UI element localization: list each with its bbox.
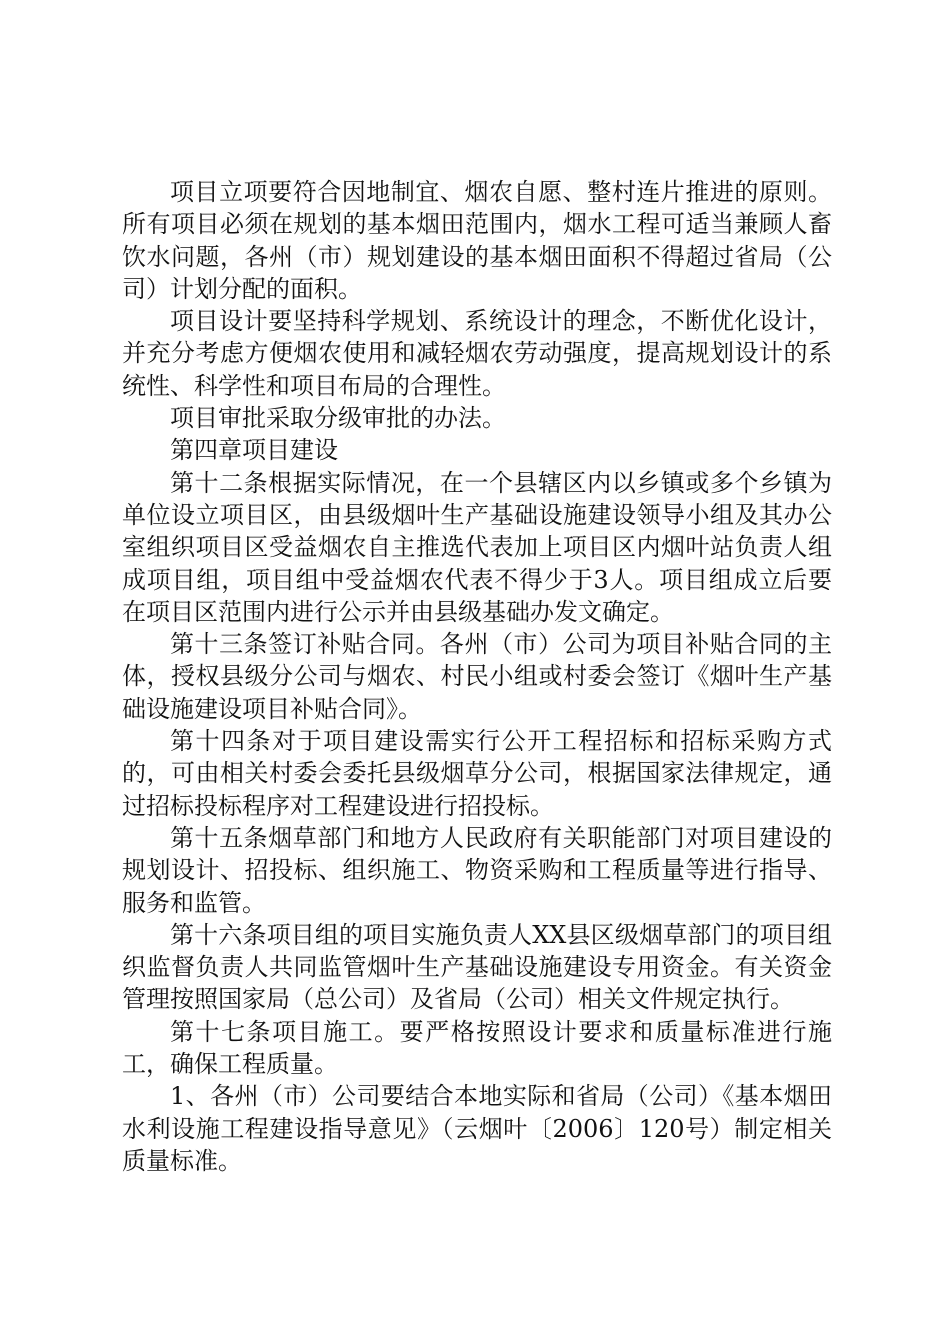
paragraph-project-review: 项目审批采取分级审批的办法。 <box>170 404 506 433</box>
paragraph-article-13: 第十三条签订补贴合同。各州（市）公司为项目补贴合同的主体，授权县级分公司与烟农、村民小组或村委会签订《烟叶生产基础设施建设项目补贴合同》。 <box>122 630 832 723</box>
paragraph-article-17: 第十七条项目施工。要严格按照设计要求和质量标准进行施工，确保工程质量。 <box>122 1017 832 1079</box>
paragraph-article-17-item-1: 1、各州（市）公司要结合本地实际和省局（公司）《基本烟田水利设施工程建设指导意见》（云烟叶〔2006〕120号）制定相关质量标准。 <box>122 1082 832 1175</box>
paragraph-article-16: 第十六条项目组的项目实施负责人XX县区级烟草部门的项目组织监督负责人共同监管烟叶生产基础设施建设专用资金。有关资金管理按照国家局（总公司）及省局（公司）相关文件规定执行。 <box>122 920 832 1014</box>
paragraph-project-design: 项目设计要坚持科学规划、系统设计的理念，不断优化设计，并充分考虑方便烟农使用和减轻烟农劳动强度，提高规划设计的系统性、科学性和项目布局的合理性。 <box>122 307 832 400</box>
document-body <box>122 176 832 1177</box>
paragraph-article-15: 第十五条烟草部门和地方人民政府有关职能部门对项目建设的规划设计、招投标、组织施工、物资采购和工程质量等进行指导、服务和监管。 <box>122 823 832 917</box>
paragraph-article-14: 第十四条对于项目建设需实行公开工程招标和招标采购方式的，可由相关村委会委托县级烟草分公司，根据国家法律规定，通过招标投标程序对工程建设进行招投标。 <box>122 727 832 820</box>
paragraph-article-12: 第十二条根据实际情况，在一个县辖区内以乡镇或多个乡镇为单位设立项目区，由县级烟叶生产基础设施建设领导小组及其办公室组织项目区受益烟农自主推选代表加上项目区内烟叶站负责人组成项目组，项目组中受益烟农代表不得少于3人。项目组成立后要在项目区范围内进行公示并由县级基础办发文确定。 <box>122 468 832 626</box>
chapter-heading-project-construction: 第四章项目建设 <box>170 436 338 465</box>
paragraph-project-approval-principles: 项目立项要符合因地制宜、烟农自愿、整村连片推进的原则。所有项目必须在规划的基本烟田范围内，烟水工程可适当兼顾人畜饮水问题，各州（市）规划建设的基本烟田面积不得超过省局（公司）计划分配的面积。 <box>122 178 832 303</box>
